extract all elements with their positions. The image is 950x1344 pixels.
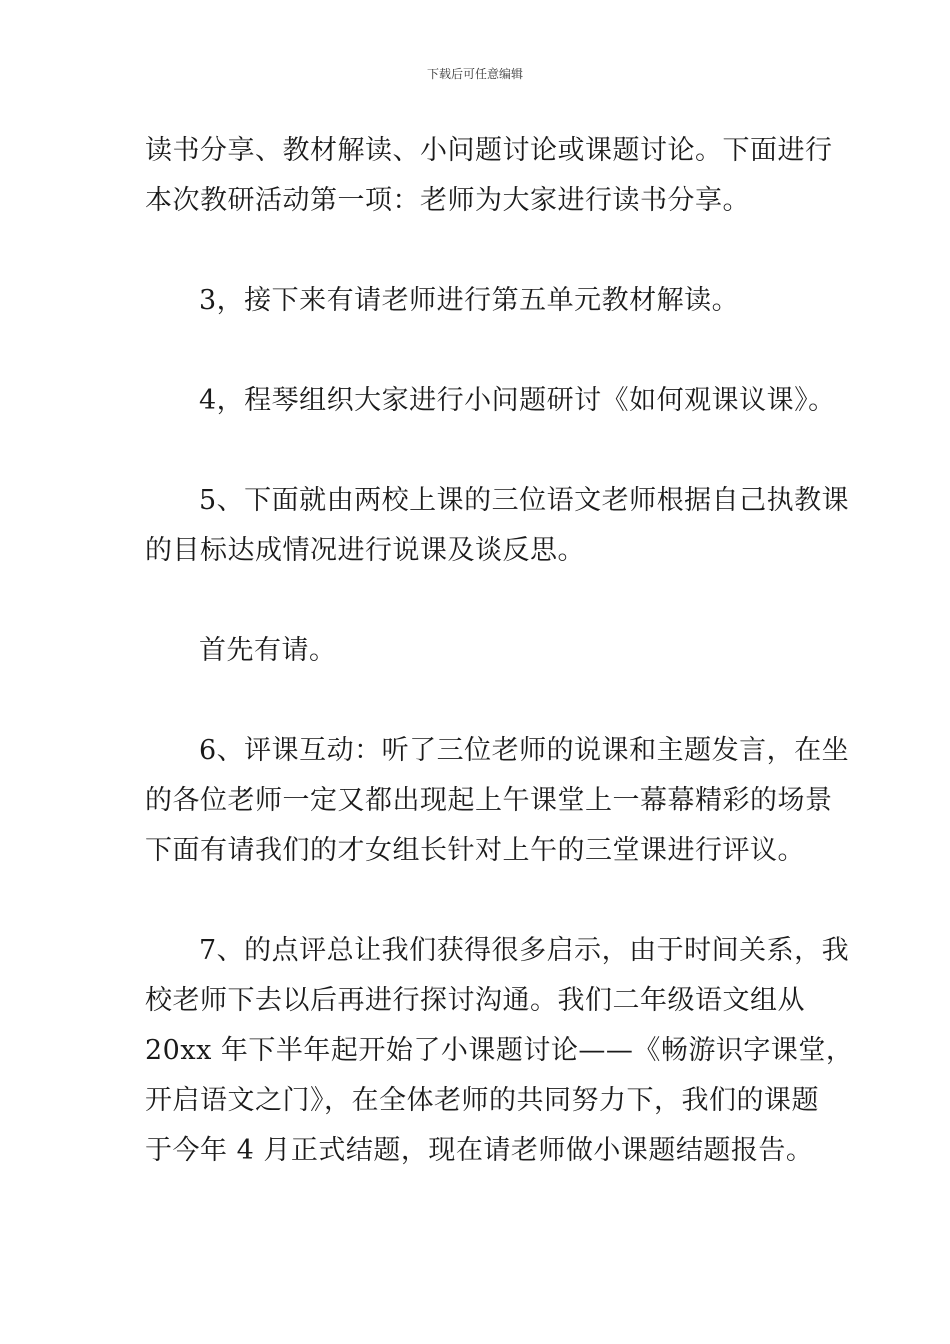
paragraph-line: 的目标达成情况进行说课及谈反思。 [145,535,585,566]
paragraph-line: 首先有请。 [199,635,337,666]
paragraph-spacer [145,876,810,926]
paragraph-line: 本次教研活动第一项：老师为大家进行读书分享。 [145,185,750,216]
paragraph-line: 20xx 年下半年起开始了小课题讨论——《畅游识字课堂， [145,1035,854,1066]
paragraph-line: 的各位老师一定又都出现起上午课堂上一幕幕精彩的场景 [145,785,833,816]
paragraph-spacer [145,426,810,476]
paragraph-spacer [145,676,810,726]
paragraph-line: 校老师下去以后再进行探讨沟通。我们二年级语文组从 [145,985,805,1016]
paragraph-line: 于今年 4 月正式结题，现在请老师做小课题结题报告。 [145,1135,814,1166]
paragraph-spacer [145,576,810,626]
paragraph-line: 5、下面就由两校上课的三位语文老师根据自己执教课 [199,485,850,516]
paragraph-line: 7、的点评总让我们获得很多启示，由于时间关系，我 [199,935,850,966]
paragraph-line: 读书分享、教材解读、小问题讨论或课题讨论。下面进行 [145,135,833,166]
paragraph-line: 开启语文之门》，在全体老师的共同努力下，我们的课题 [145,1085,819,1116]
paragraph-line: 6、评课互动：听了三位老师的说课和主题发言，在坐 [199,735,850,766]
paragraph-spacer [145,326,810,376]
paragraph-line: 3，接下来有请老师进行第五单元教材解读。 [199,285,740,316]
paragraph-line: 4，程琴组织大家进行小问题研讨《如何观课议课》。 [199,385,836,416]
paragraph-spacer [145,226,810,276]
document-body [145,126,854,1176]
paragraph-line: 下面有请我们的才女组长针对上午的三堂课进行评议。 [145,835,805,866]
page-header-note: 下载后可任意编辑 [426,67,523,81]
